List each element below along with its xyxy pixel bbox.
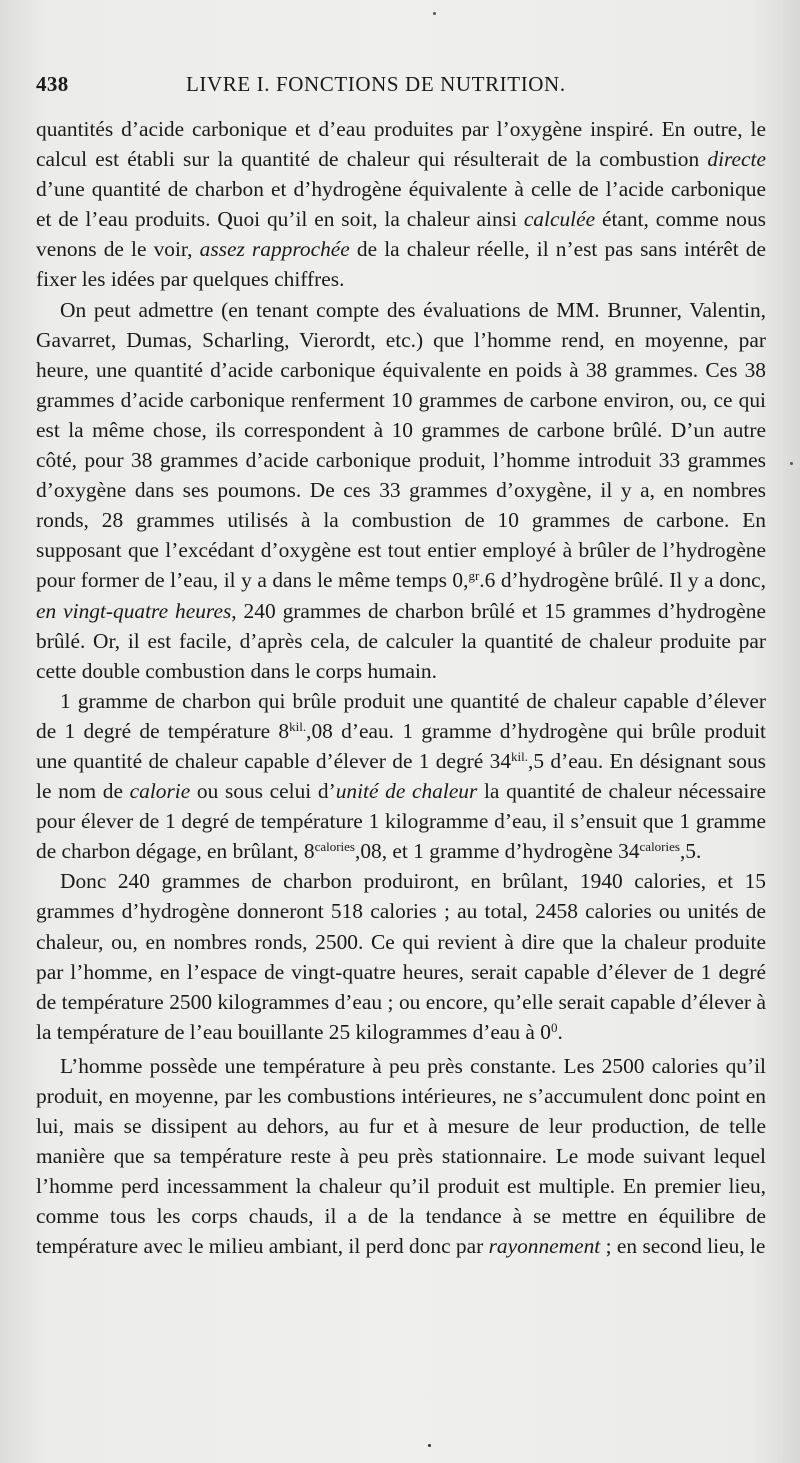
paragraph — [36, 686, 766, 867]
superscript: kil. — [289, 718, 307, 734]
text-run: ou sous celui d’ — [190, 779, 336, 804]
body-text — [36, 114, 766, 1262]
text-run: ,08, et 1 gramme d’hydrogène 34 — [354, 839, 640, 864]
text-run: ,5 d’eau. En désignant sous le nom de — [36, 748, 766, 804]
scan-speck — [790, 462, 793, 465]
text-run: ; en second lieu, le — [600, 1234, 766, 1259]
text-run: On peut admettre (en tenant compte des évaluations de MM. Brunner, Valentin, Gavarret, Dumas, Scharling, Vierordt, etc.) que l’homme rend, en moyenne, par heure, une quantité d’acide carbonique équivalente en poids à 38 grammes. Ces 38 grammes d’acide carbonique renferment 10 grammes de carbone environ, ou, ce qui est la même chose, ils correspondent à 10 grammes de carbone brûlé. D’un autre côté, pour 38 grammes d’acide carbonique produit, l’homme introduit 33 grammes d’oxygène dans ses poumons. De ces 33 grammes d’oxygène, il y a, en nombres ronds, 28 grammes utilisés à la combustion de 10 grammes de carbone. En supposant que l’excédant d’oxygène est tout entier employé à brûler de l’hydrogène pour former de l’eau, il y a dans le même temps 0, — [36, 297, 766, 593]
superscript: calories — [314, 839, 355, 855]
italic-text: en vingt-quatre heures — [36, 598, 232, 623]
text-run: .6 d’hydrogène brûlé. Il y a donc, — [479, 568, 766, 593]
text-run: d’une quantité de charbon et d’hydrogène équivalente à celle de l’acide carbonique et de l’eau produits. Quoi qu’il en soit, la chaleur ainsi — [36, 177, 766, 232]
text-run: ,5. — [679, 839, 702, 864]
paragraph — [36, 866, 766, 1047]
scan-speck — [428, 1444, 431, 1447]
text-run: 1 gramme de charbon qui brûle produit une quantité de chaleur capable d’élever de 1 degré de température 8 — [36, 688, 766, 743]
page-number: 438 — [36, 72, 69, 96]
running-head: LIVRE I. FONCTIONS DE NUTRITION. — [186, 72, 566, 96]
text-run: , 240 grammes de charbon brûlé et 15 grammes d’hydrogène brûlé. Or, il est facile, d’après cela, de calculer la quantité de chaleur produite par cette double combustion dans le corps humain. — [36, 598, 766, 683]
text-run: ,08 d’eau. 1 gramme d’hydrogène qui brûle produit une quantité de chaleur capable d’élever de 1 degré 34 — [36, 718, 766, 773]
italic-text: calculée — [523, 207, 596, 232]
text-run: étant, comme nous venons de le voir, — [36, 207, 766, 262]
superscript: calories — [639, 839, 680, 855]
italic-text: directe — [707, 147, 766, 172]
text-run: quantités d’acide carbonique et d’eau produites par l’oxygène inspiré. En outre, le calcul est établi sur la quantité de chaleur qui résulterait de la combustion — [36, 117, 766, 172]
paragraph — [36, 295, 766, 686]
text-run: . — [557, 1019, 563, 1044]
text-run: Donc 240 grammes de charbon produiront, en brûlant, 1940 calories, et 15 grammes d’hydrogène donneront 518 calories ; au total, 2458 calories ou unités de chaleur, ou, en nombres ronds, 2500. Ce qui revient à dire que la chaleur produite par l’homme, en l’espace de vingt-quatre heures, serait capable d’élever de 1 degré de température 2500 kilogrammes d’eau ; ou encore, qu’elle serait capable d’élever à la température de l’eau bouillante 25 kilogrammes d’eau à 0 — [36, 869, 766, 1044]
page-header — [36, 72, 766, 102]
italic-text: assez rapprochée — [199, 237, 350, 262]
text-run: L’homme possède une température à peu près constante. Les 2500 calories qu’il produit, en moyenne, par les combustions intérieures, ne s’accumulent donc point en lui, mais se dissipent au dehors, au fur et à mesure de leur production, de telle manière que sa température reste à peu près stationnaire. Le mode suivant lequel l’homme perd incessamment la chaleur qu’il produit est multiple. En premier lieu, comme tous les corps chauds, il a de la tendance à se mettre en équilibre de température avec le milieu ambiant, il perd donc par — [36, 1053, 766, 1259]
italic-text: rayonnement — [488, 1234, 601, 1259]
superscript: gr — [468, 568, 480, 584]
paragraph — [36, 114, 766, 295]
text-run: de la chaleur réelle, il n’est pas sans intérêt de fixer les idées par quelques chiffres. — [36, 237, 766, 292]
superscript: kil. — [511, 748, 528, 764]
paragraph — [36, 1051, 766, 1262]
italic-text: calorie — [129, 779, 191, 804]
scan-speck — [433, 12, 436, 15]
italic-text: unité de chaleur — [335, 779, 478, 804]
text-run: la quantité de chaleur nécessaire pour élever de 1 degré de température 1 kilogramme d’eau, il s’ensuit que 1 gramme de charbon dégage, en brûlant, 8 — [36, 779, 766, 864]
superscript: 0 — [550, 1019, 558, 1035]
